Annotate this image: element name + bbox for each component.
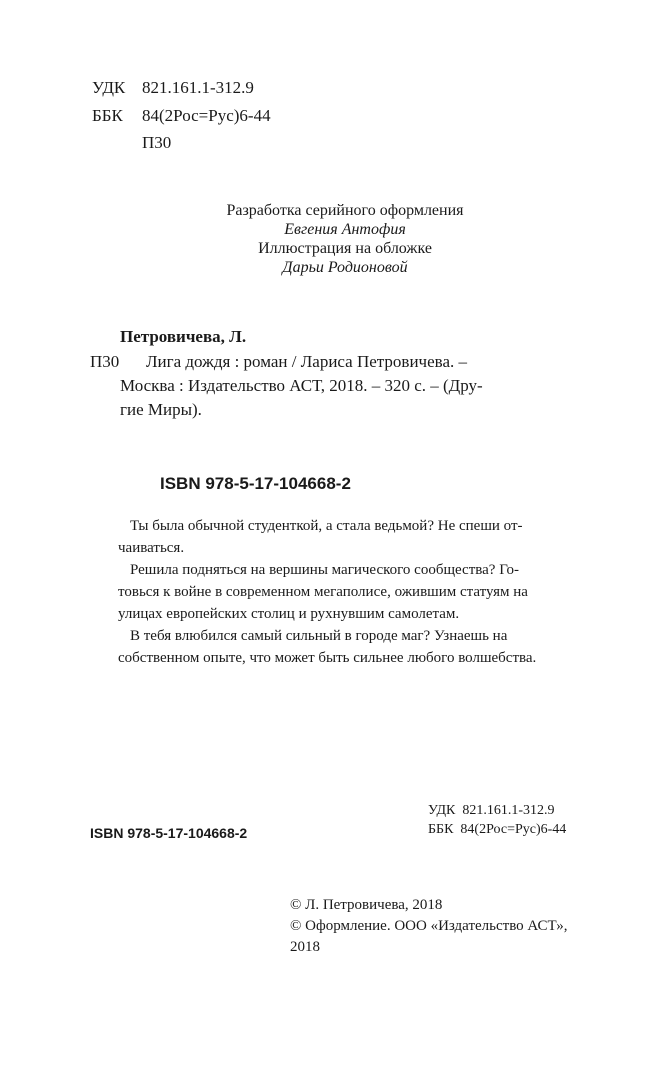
annotation-line-6: В тебя влюбился самый сильный в городе маг? Узнаешь на — [130, 628, 508, 644]
copyright-line-2: © Оформление. ООО «Издательство АСТ», — [290, 918, 568, 934]
udk-line — [92, 76, 254, 100]
catalog-line-2: Москва : Издательство АСТ, 2018. – 320 с. – (Дру- — [120, 376, 483, 395]
isbn-main: ISBN 978-5-17-104668-2 — [160, 474, 351, 493]
credits-line-4: Дарьи Родионовой — [282, 259, 408, 276]
catalog-line-3: гие Миры). — [120, 400, 202, 419]
bbk-label: ББК — [92, 106, 123, 125]
credits-line-3: Иллюстрация на обложке — [258, 240, 432, 257]
catalog-author-heading: Петровичева, Л. — [120, 327, 247, 346]
isbn-bottom: ISBN 978-5-17-104668-2 — [90, 825, 248, 841]
annotation-line-2: чаиваться. — [118, 540, 185, 556]
author-mark-top: П30 — [142, 133, 172, 152]
bbk-bottom: ББК 84(2Рос=Рус)6-44 — [428, 822, 567, 837]
annotation-line-1: Ты была обычной студенткой, а стала ведьмой? Не спеши от- — [130, 518, 523, 534]
credits-line-2: Евгения Антофия — [284, 221, 406, 238]
udk-bottom: УДК 821.161.1-312.9 — [428, 803, 555, 818]
copyright-line-3: 2018 — [290, 939, 320, 955]
credits-line-1: Разработка серийного оформления — [226, 202, 464, 219]
udk-value: 821.161.1-312.9 — [142, 78, 254, 97]
catalog-mark: П30 — [90, 352, 120, 371]
bbk-value: 84(2Рос=Рус)6-44 — [142, 106, 271, 125]
copyright-line-1: © Л. Петровичева, 2018 — [290, 897, 443, 913]
udk-label: УДК — [92, 78, 126, 97]
bbk-line — [92, 104, 271, 128]
annotation-line-3: Решила подняться на вершины магического сообщества? Го- — [130, 562, 520, 578]
annotation-line-5: улицах европейских столиц и рухнувшим самолетам. — [118, 606, 460, 622]
annotation-line-4: товься к войне в современном мегаполисе, ожившим статуям на — [118, 584, 528, 600]
annotation-line-7: собственном опыте, что может быть сильнее любого волшебства. — [118, 650, 537, 666]
catalog-line-1: Лига дождя : роман / Лариса Петровичева. – — [146, 352, 467, 371]
